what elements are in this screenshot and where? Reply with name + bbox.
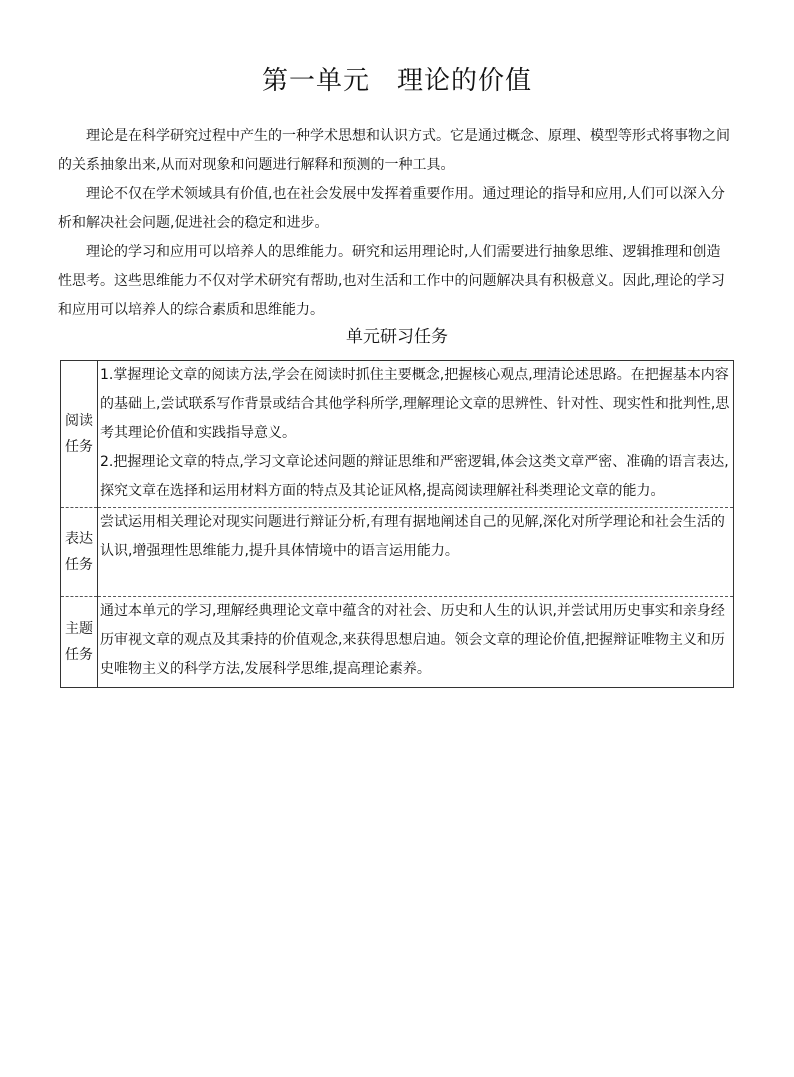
intro-paragraph: 理论是在科学研究过程中产生的一种学术思想和认识方式。它是通过概念、原理、模型等形式将事物之间的关系抽象出来,从而对现象和问题进行解释和预测的一种工具。 xyxy=(58,128,730,173)
task-label-line: 任务 xyxy=(65,557,93,573)
task-label-expression xyxy=(61,508,98,597)
section-subtitle: 单元研习任务 xyxy=(346,327,448,347)
task-content-expression xyxy=(98,508,734,597)
intro-paragraph: 理论不仅在学术领域具有价值,也在社会发展中发挥着重要作用。通过理论的指导和应用,人们可以深入分析和解决社会问题,促进社会的稳定和进步。 xyxy=(58,186,725,231)
table-row xyxy=(61,597,734,688)
task-item: 通过本单元的学习,理解经典理论文章中蕴含的对社会、历史和人生的认识,并尝试用历史事实和亲身经历审视文章的观点及其秉持的价值观念,来获得思想启迪。领会文章的理论价值,把握辩证唯物主义和历史唯物主义的科学方法,发展科学思维,提高理论素养。 xyxy=(100,603,725,677)
task-content-reading xyxy=(98,361,734,508)
table-row xyxy=(61,508,734,597)
task-item: 尝试运用相关理论对现实问题进行辩证分析,有理有据地阐述自己的见解,深化对所学理论和社会生活的认识,增强理性思维能力,提升具体情境中的语言运用能力。 xyxy=(100,514,725,559)
page-title: 第一单元 理论的价值 xyxy=(261,66,532,96)
task-label-line: 任务 xyxy=(65,647,93,663)
task-label-line: 表达 xyxy=(65,531,93,547)
task-label-line: 任务 xyxy=(65,439,93,455)
task-label-line: 阅读 xyxy=(65,413,93,429)
task-label-reading xyxy=(61,361,98,508)
task-item: 1.掌握理论文章的阅读方法,学会在阅读时抓住主要概念,把握核心观点,理清论述思路。在把握基本内容的基础上,尝试联系写作背景或结合其他学科所学,理解理论文章的思辨性、针对性、现实性和批判性,思考其理论价值和实践指导意义。 xyxy=(100,367,730,441)
table-row xyxy=(61,361,734,508)
task-content-theme xyxy=(98,597,734,688)
intro-paragraph: 理论的学习和应用可以培养人的思维能力。研究和运用理论时,人们需要进行抽象思维、逻辑推理和创造性思考。这些思维能力不仅对学术研究有帮助,也对生活和工作中的问题解决具有积极意义。因此,理论的学习和应用可以培养人的综合素质和思维能力。 xyxy=(58,244,725,318)
task-label-line: 主题 xyxy=(65,621,93,637)
intro-section xyxy=(58,122,734,325)
task-item: 2.把握理论文章的特点,学习文章论述问题的辩证思维和严密逻辑,体会这类文章严密、准确的语言表达,探究文章在选择和运用材料方面的特点及其论证风格,提高阅读理解社科类理论文章的能力。 xyxy=(100,454,729,499)
task-label-theme xyxy=(61,597,98,688)
tasks-table xyxy=(60,360,734,688)
